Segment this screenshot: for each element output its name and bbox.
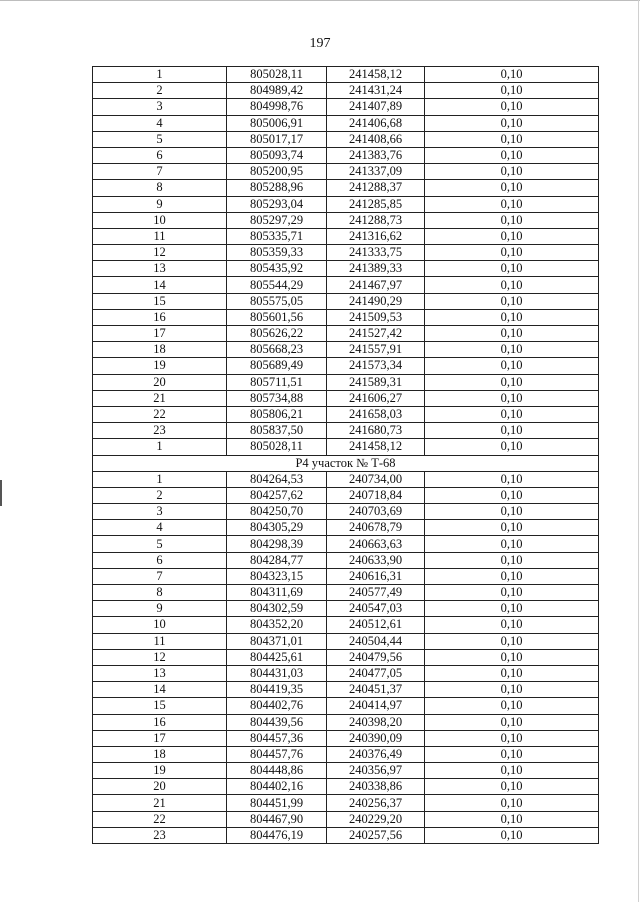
y-coordinate-cell: 240414,97	[327, 698, 425, 714]
table-row	[93, 245, 599, 261]
value-cell: 0,10	[425, 746, 599, 762]
y-coordinate-cell: 240356,97	[327, 763, 425, 779]
y-coordinate-cell: 240376,49	[327, 746, 425, 762]
value-cell: 0,10	[425, 471, 599, 487]
x-coordinate-cell: 805806,21	[227, 406, 327, 422]
table-row	[93, 309, 599, 325]
table-row	[93, 633, 599, 649]
y-coordinate-cell: 240718,84	[327, 487, 425, 503]
table-row	[93, 261, 599, 277]
section-title: Р4 участок № Т-68	[93, 455, 599, 471]
x-coordinate-cell: 804257,62	[227, 487, 327, 503]
table-row	[93, 277, 599, 293]
value-cell: 0,10	[425, 827, 599, 843]
point-number-cell: 11	[93, 633, 227, 649]
y-coordinate-cell: 241527,42	[327, 326, 425, 342]
y-coordinate-cell: 240703,69	[327, 504, 425, 520]
table-row	[93, 649, 599, 665]
x-coordinate-cell: 805028,11	[227, 439, 327, 455]
point-number-cell: 12	[93, 649, 227, 665]
value-cell: 0,10	[425, 811, 599, 827]
value-cell: 0,10	[425, 326, 599, 342]
value-cell: 0,10	[425, 99, 599, 115]
value-cell: 0,10	[425, 520, 599, 536]
x-coordinate-cell: 804425,61	[227, 649, 327, 665]
value-cell: 0,10	[425, 617, 599, 633]
value-cell: 0,10	[425, 228, 599, 244]
y-coordinate-cell: 240229,20	[327, 811, 425, 827]
value-cell: 0,10	[425, 649, 599, 665]
y-coordinate-cell: 240479,56	[327, 649, 425, 665]
x-coordinate-cell: 804998,76	[227, 99, 327, 115]
value-cell: 0,10	[425, 277, 599, 293]
x-coordinate-cell: 804467,90	[227, 811, 327, 827]
table-row	[93, 196, 599, 212]
point-number-cell: 23	[93, 423, 227, 439]
x-coordinate-cell: 804989,42	[227, 83, 327, 99]
y-coordinate-cell: 241467,97	[327, 277, 425, 293]
y-coordinate-cell: 240512,61	[327, 617, 425, 633]
x-coordinate-cell: 805288,96	[227, 180, 327, 196]
x-coordinate-cell: 805335,71	[227, 228, 327, 244]
table-row	[93, 293, 599, 309]
x-coordinate-cell: 804451,99	[227, 795, 327, 811]
point-number-cell: 20	[93, 374, 227, 390]
x-coordinate-cell: 804402,76	[227, 698, 327, 714]
x-coordinate-cell: 804448,86	[227, 763, 327, 779]
point-number-cell: 12	[93, 245, 227, 261]
value-cell: 0,10	[425, 730, 599, 746]
table-row	[93, 164, 599, 180]
x-coordinate-cell: 804298,39	[227, 536, 327, 552]
y-coordinate-cell: 240504,44	[327, 633, 425, 649]
y-coordinate-cell: 240257,56	[327, 827, 425, 843]
x-coordinate-cell: 805668,23	[227, 342, 327, 358]
y-coordinate-cell: 241316,62	[327, 228, 425, 244]
table-row	[93, 83, 599, 99]
value-cell: 0,10	[425, 164, 599, 180]
point-number-cell: 6	[93, 552, 227, 568]
x-coordinate-cell: 804457,76	[227, 746, 327, 762]
point-number-cell: 14	[93, 682, 227, 698]
x-coordinate-cell: 804323,15	[227, 568, 327, 584]
point-number-cell: 2	[93, 487, 227, 503]
y-coordinate-cell: 241557,91	[327, 342, 425, 358]
value-cell: 0,10	[425, 115, 599, 131]
point-number-cell: 21	[93, 795, 227, 811]
y-coordinate-cell: 240338,86	[327, 779, 425, 795]
point-number-cell: 7	[93, 164, 227, 180]
point-number-cell: 4	[93, 520, 227, 536]
x-coordinate-cell: 805435,92	[227, 261, 327, 277]
point-number-cell: 18	[93, 746, 227, 762]
x-coordinate-cell: 805297,29	[227, 212, 327, 228]
point-number-cell: 5	[93, 131, 227, 147]
table-row	[93, 471, 599, 487]
y-coordinate-cell: 241408,66	[327, 131, 425, 147]
y-coordinate-cell: 241573,34	[327, 358, 425, 374]
table-row	[93, 390, 599, 406]
table-row	[93, 406, 599, 422]
value-cell: 0,10	[425, 585, 599, 601]
table-row	[93, 827, 599, 843]
point-number-cell: 11	[93, 228, 227, 244]
table-row	[93, 147, 599, 163]
y-coordinate-cell: 240577,49	[327, 585, 425, 601]
coordinates-table-body	[93, 67, 599, 844]
table-row	[93, 326, 599, 342]
point-number-cell: 10	[93, 212, 227, 228]
point-number-cell: 16	[93, 309, 227, 325]
table-row	[93, 358, 599, 374]
x-coordinate-cell: 805837,50	[227, 423, 327, 439]
x-coordinate-cell: 805734,88	[227, 390, 327, 406]
point-number-cell: 14	[93, 277, 227, 293]
point-number-cell: 17	[93, 730, 227, 746]
point-number-cell: 10	[93, 617, 227, 633]
x-coordinate-cell: 805544,29	[227, 277, 327, 293]
x-coordinate-cell: 804264,53	[227, 471, 327, 487]
table-row	[93, 795, 599, 811]
value-cell: 0,10	[425, 390, 599, 406]
table-row	[93, 180, 599, 196]
table-row	[93, 504, 599, 520]
point-number-cell: 23	[93, 827, 227, 843]
value-cell: 0,10	[425, 552, 599, 568]
table-row	[93, 714, 599, 730]
point-number-cell: 6	[93, 147, 227, 163]
table-row	[93, 601, 599, 617]
value-cell: 0,10	[425, 406, 599, 422]
table-row	[93, 115, 599, 131]
value-cell: 0,10	[425, 568, 599, 584]
point-number-cell: 16	[93, 714, 227, 730]
value-cell: 0,10	[425, 682, 599, 698]
value-cell: 0,10	[425, 439, 599, 455]
y-coordinate-cell: 241333,75	[327, 245, 425, 261]
y-coordinate-cell: 241658,03	[327, 406, 425, 422]
table-row	[93, 665, 599, 681]
value-cell: 0,10	[425, 374, 599, 390]
y-coordinate-cell: 240477,05	[327, 665, 425, 681]
y-coordinate-cell: 241490,29	[327, 293, 425, 309]
page-number: 197	[309, 36, 331, 51]
y-coordinate-cell: 241383,76	[327, 147, 425, 163]
table-row	[93, 439, 599, 455]
point-number-cell: 9	[93, 601, 227, 617]
y-coordinate-cell: 241407,89	[327, 99, 425, 115]
x-coordinate-cell: 805626,22	[227, 326, 327, 342]
value-cell: 0,10	[425, 601, 599, 617]
x-coordinate-cell: 805711,51	[227, 374, 327, 390]
right-edge-rule	[638, 0, 639, 902]
point-number-cell: 13	[93, 665, 227, 681]
table-row	[93, 342, 599, 358]
table-row	[93, 730, 599, 746]
value-cell: 0,10	[425, 147, 599, 163]
y-coordinate-cell: 241337,09	[327, 164, 425, 180]
point-number-cell: 4	[93, 115, 227, 131]
point-number-cell: 1	[93, 471, 227, 487]
y-coordinate-cell: 241288,73	[327, 212, 425, 228]
y-coordinate-cell: 241458,12	[327, 439, 425, 455]
y-coordinate-cell: 241288,37	[327, 180, 425, 196]
table-row	[93, 536, 599, 552]
table-row	[93, 67, 599, 83]
point-number-cell: 8	[93, 585, 227, 601]
point-number-cell: 19	[93, 763, 227, 779]
x-coordinate-cell: 805689,49	[227, 358, 327, 374]
y-coordinate-cell: 241458,12	[327, 67, 425, 83]
point-number-cell: 3	[93, 504, 227, 520]
table-row	[93, 746, 599, 762]
y-coordinate-cell: 240734,00	[327, 471, 425, 487]
y-coordinate-cell: 240256,37	[327, 795, 425, 811]
y-coordinate-cell: 241431,24	[327, 83, 425, 99]
x-coordinate-cell: 804431,03	[227, 665, 327, 681]
value-cell: 0,10	[425, 487, 599, 503]
x-coordinate-cell: 804439,56	[227, 714, 327, 730]
y-coordinate-cell: 240616,31	[327, 568, 425, 584]
x-coordinate-cell: 804284,77	[227, 552, 327, 568]
x-coordinate-cell: 804371,01	[227, 633, 327, 649]
x-coordinate-cell: 804305,29	[227, 520, 327, 536]
y-coordinate-cell: 241606,27	[327, 390, 425, 406]
value-cell: 0,10	[425, 67, 599, 83]
point-number-cell: 7	[93, 568, 227, 584]
y-coordinate-cell: 240398,20	[327, 714, 425, 730]
x-coordinate-cell: 805017,17	[227, 131, 327, 147]
value-cell: 0,10	[425, 180, 599, 196]
point-number-cell: 1	[93, 67, 227, 83]
left-margin-mark	[0, 480, 2, 506]
x-coordinate-cell: 804250,70	[227, 504, 327, 520]
coordinates-table	[92, 66, 599, 844]
value-cell: 0,10	[425, 423, 599, 439]
x-coordinate-cell: 805093,74	[227, 147, 327, 163]
table-row	[93, 682, 599, 698]
value-cell: 0,10	[425, 309, 599, 325]
value-cell: 0,10	[425, 714, 599, 730]
y-coordinate-cell: 241389,33	[327, 261, 425, 277]
x-coordinate-cell: 804352,20	[227, 617, 327, 633]
table-row	[93, 585, 599, 601]
point-number-cell: 15	[93, 293, 227, 309]
value-cell: 0,10	[425, 536, 599, 552]
point-number-cell: 5	[93, 536, 227, 552]
point-number-cell: 15	[93, 698, 227, 714]
table-row	[93, 228, 599, 244]
y-coordinate-cell: 241589,31	[327, 374, 425, 390]
point-number-cell: 22	[93, 811, 227, 827]
table-row	[93, 552, 599, 568]
x-coordinate-cell: 805359,33	[227, 245, 327, 261]
value-cell: 0,10	[425, 83, 599, 99]
y-coordinate-cell: 240663,63	[327, 536, 425, 552]
point-number-cell: 17	[93, 326, 227, 342]
point-number-cell: 2	[93, 83, 227, 99]
value-cell: 0,10	[425, 763, 599, 779]
y-coordinate-cell: 241285,85	[327, 196, 425, 212]
value-cell: 0,10	[425, 342, 599, 358]
y-coordinate-cell: 240678,79	[327, 520, 425, 536]
x-coordinate-cell: 804402,16	[227, 779, 327, 795]
value-cell: 0,10	[425, 293, 599, 309]
point-number-cell: 13	[93, 261, 227, 277]
y-coordinate-cell: 241509,53	[327, 309, 425, 325]
point-number-cell: 1	[93, 439, 227, 455]
point-number-cell: 21	[93, 390, 227, 406]
table-row	[93, 779, 599, 795]
point-number-cell: 19	[93, 358, 227, 374]
x-coordinate-cell: 805575,05	[227, 293, 327, 309]
value-cell: 0,10	[425, 261, 599, 277]
value-cell: 0,10	[425, 633, 599, 649]
value-cell: 0,10	[425, 779, 599, 795]
point-number-cell: 9	[93, 196, 227, 212]
value-cell: 0,10	[425, 196, 599, 212]
point-number-cell: 20	[93, 779, 227, 795]
y-coordinate-cell: 240633,90	[327, 552, 425, 568]
y-coordinate-cell: 241406,68	[327, 115, 425, 131]
x-coordinate-cell: 805601,56	[227, 309, 327, 325]
x-coordinate-cell: 805028,11	[227, 67, 327, 83]
x-coordinate-cell: 804302,59	[227, 601, 327, 617]
x-coordinate-cell: 804419,35	[227, 682, 327, 698]
x-coordinate-cell: 804457,36	[227, 730, 327, 746]
table-row	[93, 423, 599, 439]
table-row	[93, 617, 599, 633]
table-row	[93, 520, 599, 536]
value-cell: 0,10	[425, 795, 599, 811]
table-row	[93, 99, 599, 115]
x-coordinate-cell: 805293,04	[227, 196, 327, 212]
x-coordinate-cell: 804476,19	[227, 827, 327, 843]
section-row	[93, 455, 599, 471]
x-coordinate-cell: 805006,91	[227, 115, 327, 131]
value-cell: 0,10	[425, 212, 599, 228]
value-cell: 0,10	[425, 698, 599, 714]
x-coordinate-cell: 805200,95	[227, 164, 327, 180]
y-coordinate-cell: 240547,03	[327, 601, 425, 617]
value-cell: 0,10	[425, 665, 599, 681]
value-cell: 0,10	[425, 504, 599, 520]
y-coordinate-cell: 241680,73	[327, 423, 425, 439]
point-number-cell: 22	[93, 406, 227, 422]
point-number-cell: 18	[93, 342, 227, 358]
point-number-cell: 8	[93, 180, 227, 196]
table-row	[93, 568, 599, 584]
table-row	[93, 487, 599, 503]
top-edge-rule	[0, 0, 640, 1]
table-row	[93, 131, 599, 147]
value-cell: 0,10	[425, 131, 599, 147]
y-coordinate-cell: 240451,37	[327, 682, 425, 698]
y-coordinate-cell: 240390,09	[327, 730, 425, 746]
x-coordinate-cell: 804311,69	[227, 585, 327, 601]
table-row	[93, 811, 599, 827]
table-row	[93, 698, 599, 714]
table-row	[93, 212, 599, 228]
value-cell: 0,10	[425, 358, 599, 374]
value-cell: 0,10	[425, 245, 599, 261]
table-row	[93, 763, 599, 779]
table-row	[93, 374, 599, 390]
point-number-cell: 3	[93, 99, 227, 115]
